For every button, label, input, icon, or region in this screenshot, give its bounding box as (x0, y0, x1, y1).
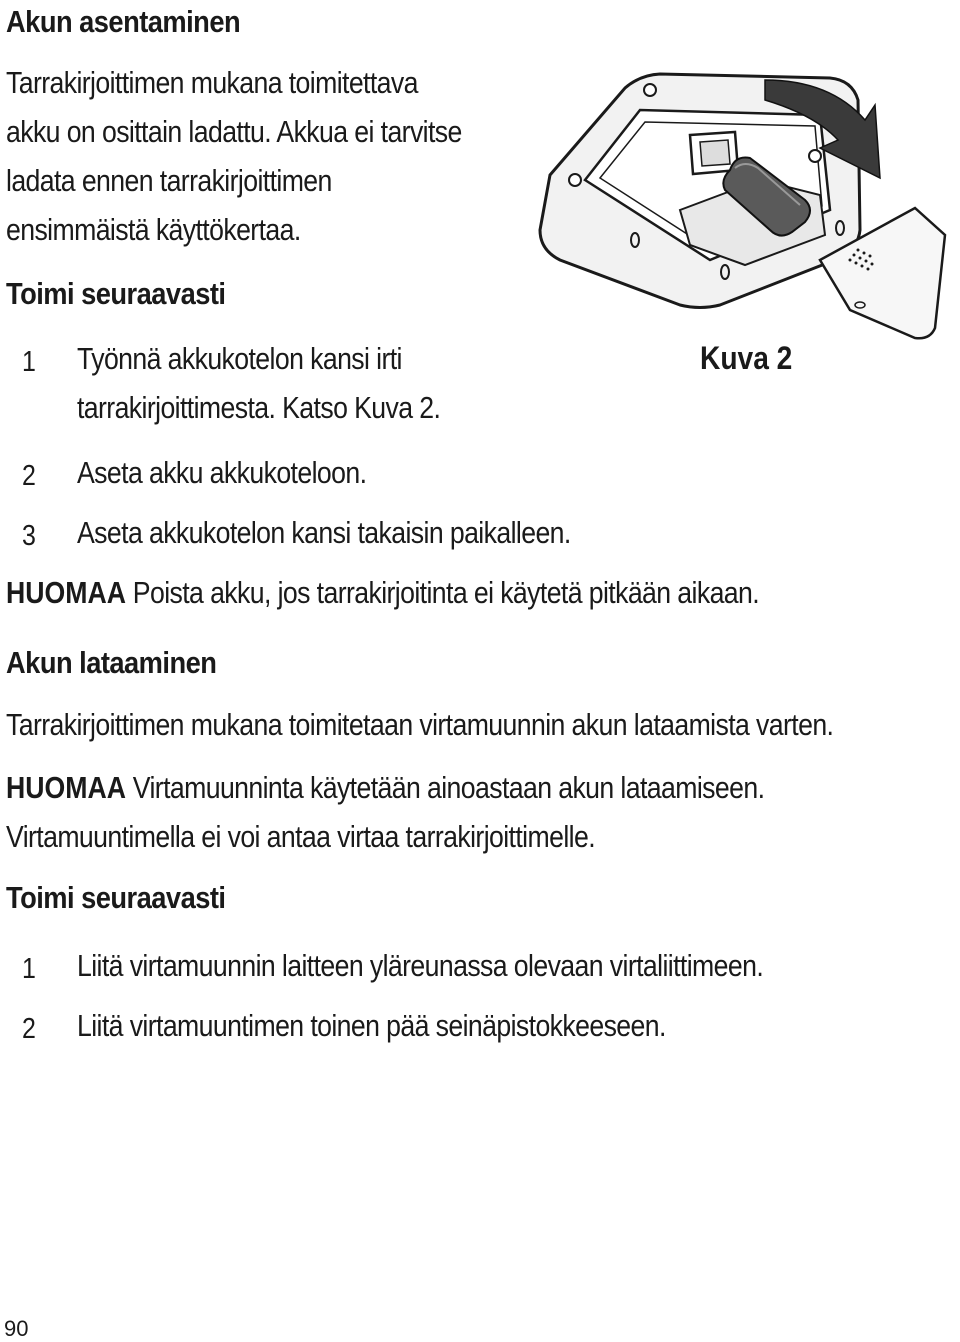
step-number: 2 (22, 460, 36, 492)
step-number: 1 (22, 346, 36, 378)
step-number: 3 (22, 520, 36, 552)
note-label: HUOMAA (6, 575, 126, 610)
note-label: HUOMAA (6, 770, 126, 805)
charge-intro: Tarrakirjoittimen mukana toimitetaan virtamuunnin akun lataamista varten. (6, 707, 834, 742)
step-text: Liitä virtamuunnin laitteen yläreunassa olevaan virtaliittimeen. (77, 948, 764, 983)
note-text: Virtamuuntimella ei voi antaa virtaa tarrakirjoittimelle. (6, 819, 596, 854)
intro-line: ladata ennen tarrakirjoittimen (6, 163, 332, 198)
intro-paragraph (6, 58, 462, 254)
step-text: Aseta akkukotelon kansi takaisin paikalleen. (77, 515, 571, 550)
intro-line: ensimmäistä käyttökertaa. (6, 212, 301, 247)
intro-line: Tarrakirjoittimen mukana toimitettava (6, 65, 418, 100)
step-line: Työnnä akkukotelon kansi irti (77, 341, 402, 376)
note-text: Poista akku, jos tarrakirjoitinta ei käytetä pitkään aikaan. (132, 575, 760, 610)
section-heading-charge-battery: Akun lataaminen (6, 645, 217, 680)
step-text: Aseta akku akkukoteloon. (77, 455, 367, 490)
page-number: 90 (4, 1316, 29, 1341)
step-number: 2 (22, 1013, 36, 1045)
step-text (77, 334, 440, 432)
step-line: tarrakirjoittimesta. Katso Kuva 2. (77, 390, 441, 425)
printer-battery-illustration (530, 60, 950, 350)
steps-heading-1: Toimi seuraavasti (6, 276, 226, 311)
step-text: Liitä virtamuuntimen toinen pää seinäpistokkeeseen. (77, 1008, 666, 1043)
step-number: 1 (22, 953, 36, 985)
steps-heading-2: Toimi seuraavasti (6, 880, 226, 915)
figure-label: Kuva 2 (700, 340, 793, 376)
note-1 (6, 568, 759, 617)
note-text: Virtamuunninta käytetään ainoastaan akun lataamiseen. (132, 770, 765, 805)
section-heading-install-battery: Akun asentaminen (6, 4, 241, 39)
intro-line: akku on osittain ladattu. Akkua ei tarvitse (6, 114, 462, 149)
note-2 (6, 763, 764, 861)
